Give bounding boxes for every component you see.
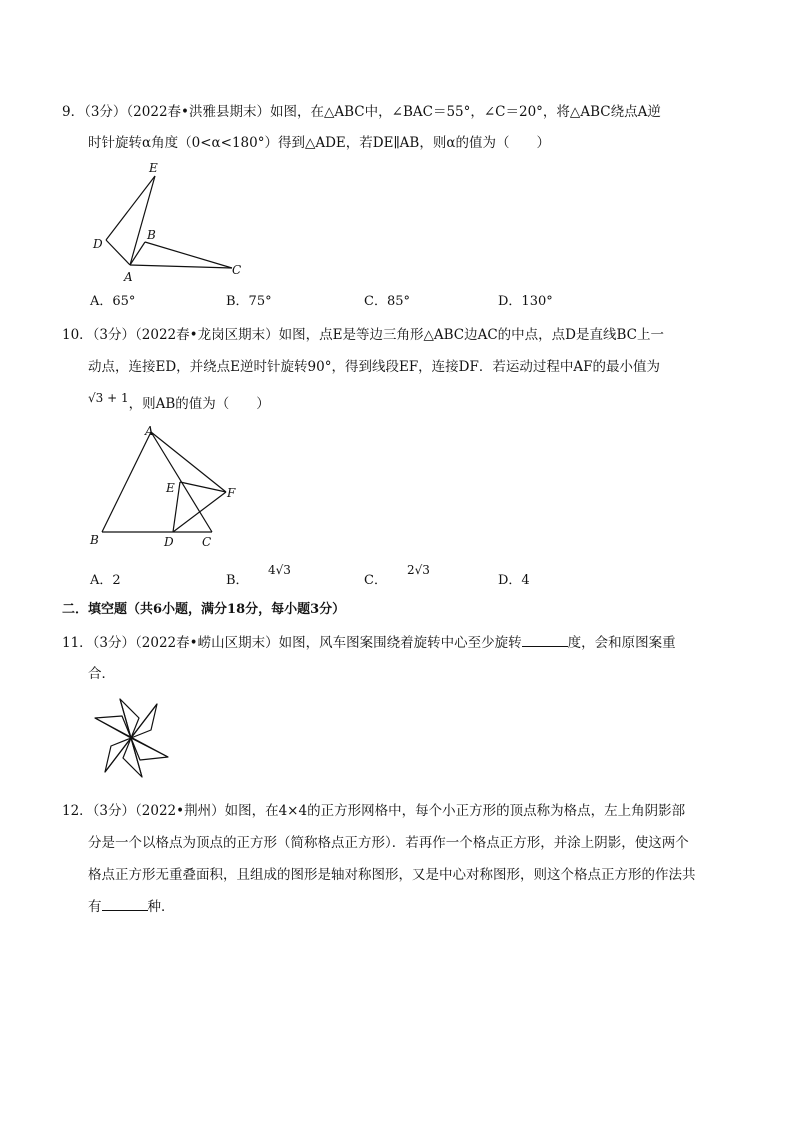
q12-line3: 格点正方形无重叠面积，且组成的图形是轴对称图形，又是中心对称图形，则这个格点正方形的作法共 [88,867,696,883]
q10-option-c-math: 2√3 [407,563,430,577]
q10-math-sqrt3-plus-1: √3 + 1 [88,391,129,405]
q9-option-a: A．65° [90,294,136,309]
section-heading: 二．填空题（共6小题，满分18分，每小题3分） [62,602,346,617]
q12-answer-blank [102,898,148,911]
q9-line1: 9．（3分）（2022春•洪雅县期末）如图，在△ABC中，∠BAC＝55°，∠C＝20°，将△ABC绕点A逆 [62,104,661,120]
q10-option-d: D．4 [498,573,530,588]
q9-label-D: D [93,237,103,251]
q10-label-F: F [227,486,236,500]
q12-line2: 分是一个以格点为顶点的正方形（简称格点正方形）．若再作一个格点正方形，并涂上阴影，使这两个 [88,835,689,851]
q10-option-b-math: 4√3 [268,563,291,577]
q9-label-E: E [149,161,158,175]
q9-label-B: B [147,228,156,242]
q11-line2: 合． [88,666,115,682]
q10-label-D: D [164,535,174,549]
q11-line1-a: 11．（3分）（2022春•崂山区期末）如图，风车图案围绕着旋转中心至少旋转 [62,635,522,651]
q10-label-B: B [90,533,99,547]
q9-label-C: C [232,263,242,277]
q10-line3-text: ，则AB的值为（ ） [128,396,270,412]
q9-option-c: C．85° [364,294,410,309]
q11-line1-b: 度，会和原图案重 [567,635,676,651]
q10-option-a: A．2 [90,573,121,588]
q10-line1: 10．（3分）（2022春•龙岗区期末）如图，点E是等边三角形△ABC边AC的中点，点D是直线BC上一 [62,327,664,343]
q10-label-C: C [202,535,212,549]
q10-option-c: C． [364,573,387,588]
q9-option-b: B．75° [226,294,272,309]
q9-label-A: A [124,270,133,284]
q12-line4-a: 有 [88,899,102,915]
q10-line2: 动点，连接ED，并绕点E逆时针旋转90°，得到线段EF，连接DF．若运动过程中AF的最小值为 [88,359,660,375]
q10-label-E: E [166,481,175,495]
q12-line4-b: 种． [147,899,175,915]
q10-label-A: A [145,424,154,438]
q9-line2: 时针旋转α角度（0<α<180°）得到△ADE，若DE∥AB，则α的值为（ ） [88,135,550,151]
q12-line1: 12．（3分）（2022•荆州）如图，在4×4的正方形网格中，每个小正方形的顶点称为格点，左上角阴影部 [62,803,686,819]
q9-option-d: D．130° [498,294,553,309]
q12-line4 [88,898,175,916]
q10-option-b: B． [226,573,249,588]
